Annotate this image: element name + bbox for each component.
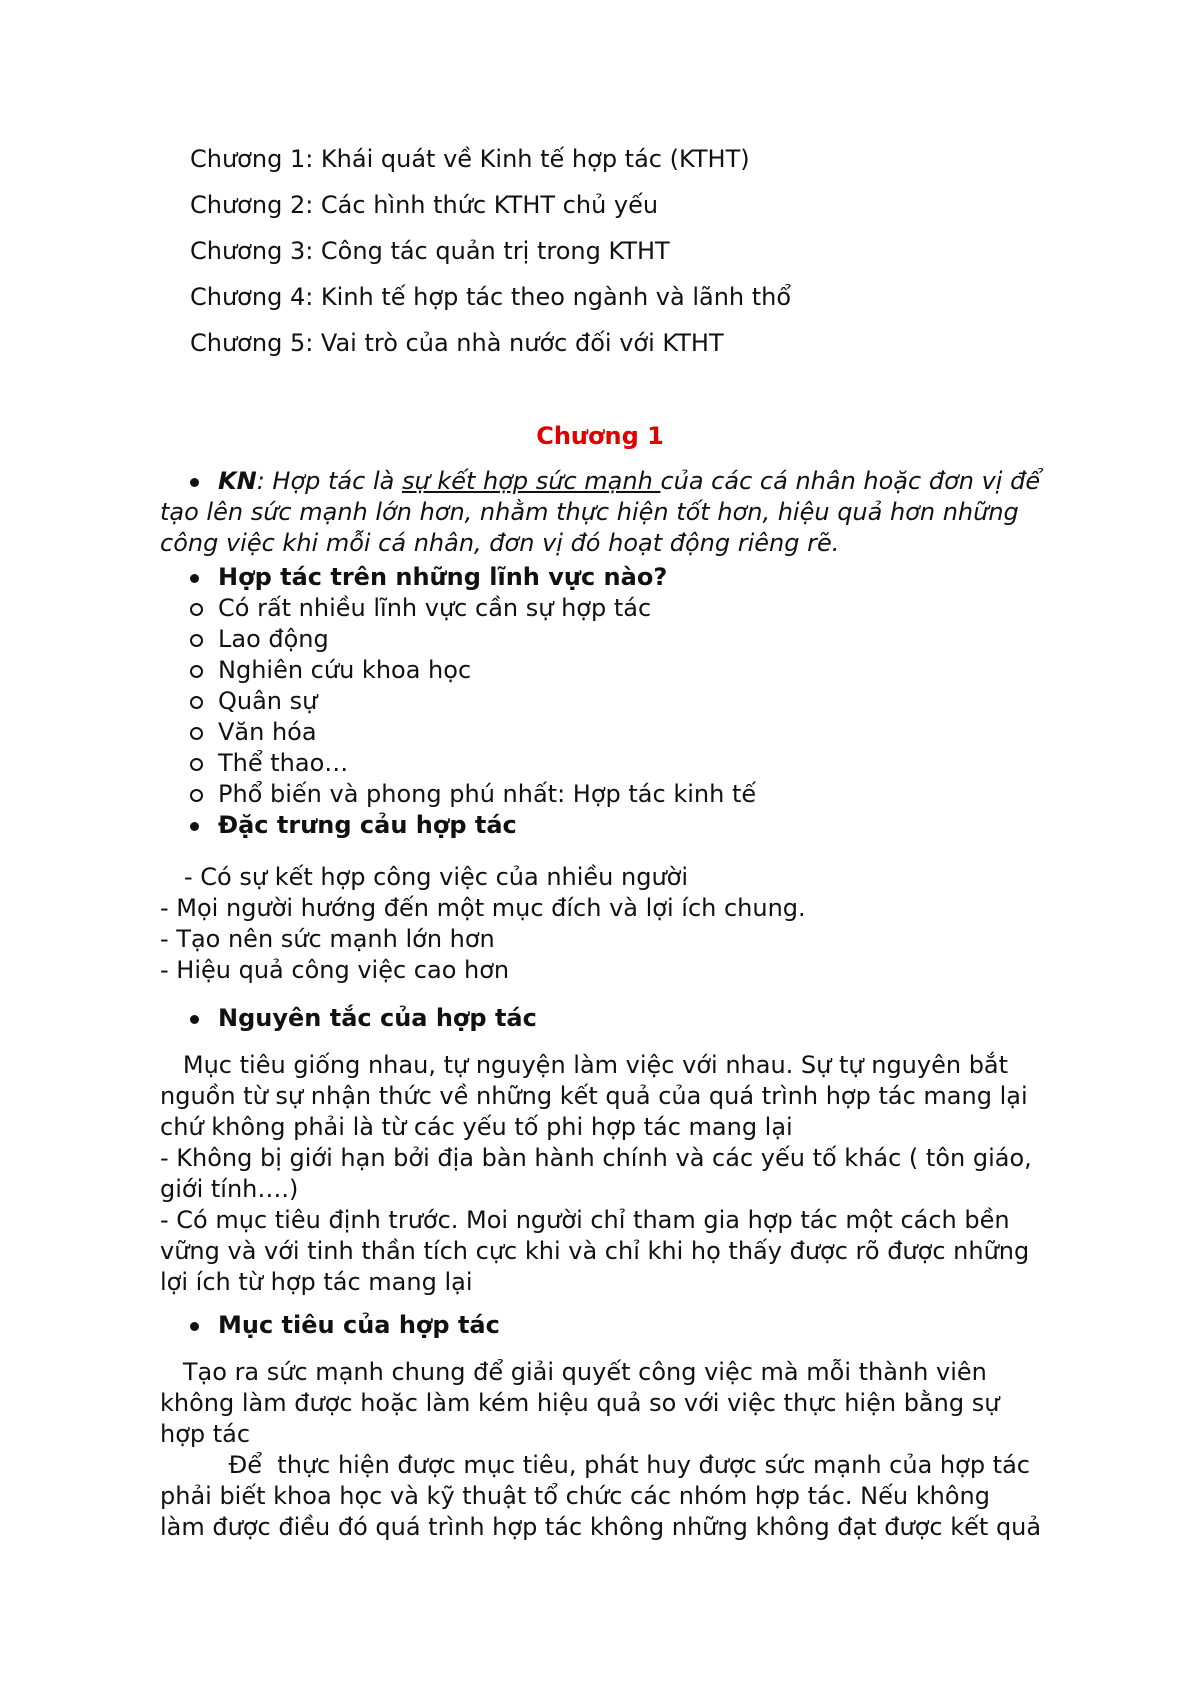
paragraph-line: nguồn từ sự nhận thức về những kết quả của quá trình hợp tác mang lại — [160, 1082, 1028, 1110]
paragraph-line: Tạo ra sức mạnh chung để giải quyết công việc mà mỗi thành viên — [160, 1358, 987, 1386]
definition-line — [160, 466, 1060, 497]
goals-section — [160, 1310, 1060, 1341]
table-of-contents — [190, 142, 791, 372]
chapter-heading: Chương 1 — [536, 422, 664, 450]
definition-text: : Hợp tác là — [256, 467, 402, 495]
list-item: Thể thao… — [160, 748, 1060, 779]
definition-line: tạo lên sức mạnh lớn hơn, nhằm thực hiện tốt hơn, hiệu quả hơn những — [160, 498, 1019, 526]
section-heading: Mục tiêu của hợp tác — [160, 1310, 1060, 1341]
goals-body — [160, 1357, 1060, 1543]
toc-item: Chương 2: Các hình thức KTHT chủ yếu — [190, 191, 659, 219]
paragraph-line: Để thực hiện được mục tiêu, phát huy được sức mạnh của hợp tác — [160, 1451, 1030, 1479]
list-item: Nghiên cứu khoa học — [160, 655, 1060, 686]
paragraph-line: - Hiệu quả công việc cao hơn — [160, 956, 510, 984]
section-heading: Hợp tác trên những lĩnh vực nào? — [160, 562, 1060, 593]
paragraph-line: giới tính….) — [160, 1175, 299, 1203]
paragraph-line: Mục tiêu giống nhau, tự nguyện làm việc với nhau. Sự tự nguyên bắt — [160, 1051, 1009, 1079]
paragraph-line: chứ không phải là từ các yếu tố phi hợp tác mang lại — [160, 1113, 793, 1141]
definition-underlined: sự kết hợp sức mạnh — [401, 467, 661, 495]
paragraph-line: lợi ích từ hợp tác mang lại — [160, 1268, 473, 1296]
principles-body — [160, 1050, 1060, 1298]
paragraph-line: - Có mục tiêu định trước. Moi người chỉ tham gia hợp tác một cách bền — [160, 1206, 1010, 1234]
paragraph-line: - Không bị giới hạn bởi địa bàn hành chính và các yếu tố khác ( tôn giáo, — [160, 1144, 1032, 1172]
list-item: Quân sự — [160, 686, 1060, 717]
list-item: Lao động — [160, 624, 1060, 655]
paragraph-line: - Mọi người hướng đến một mục đích và lợi ích chung. — [160, 894, 806, 922]
paragraph-line: hợp tác — [160, 1420, 251, 1448]
list-item: Phổ biến và phong phú nhất: Hợp tác kinh tế — [160, 779, 1060, 810]
definition-line: công việc khi mỗi cá nhân, đơn vị đó hoạt động riêng rẽ. — [160, 529, 840, 557]
definition-label: KN — [218, 467, 257, 495]
toc-item: Chương 4: Kinh tế hợp tác theo ngành và lãnh thổ — [190, 283, 792, 311]
paragraph-line: - Có sự kết hợp công việc của nhiều người — [184, 863, 689, 891]
fields-section — [160, 562, 1060, 841]
list-item: Văn hóa — [160, 717, 1060, 748]
section-heading: Nguyên tắc của hợp tác — [160, 1003, 1060, 1034]
paragraph-line: - Tạo nên sức mạnh lớn hơn — [160, 925, 495, 953]
definition-block — [160, 466, 1060, 559]
paragraph-line: phải biết khoa học và kỹ thuật tổ chức các nhóm hợp tác. Nếu không — [160, 1482, 990, 1510]
paragraph-line: không làm được hoặc làm kém hiệu quả so với việc thực hiện bằng sự — [160, 1389, 1000, 1417]
toc-item: Chương 5: Vai trò của nhà nước đối với KTHT — [190, 329, 724, 357]
principles-section — [160, 1003, 1060, 1034]
paragraph-line: vững và với tinh thần tích cực khi và chỉ khi họ thấy được rõ được những — [160, 1237, 1030, 1265]
definition-text: của các cá nhân hoặc đơn vị để — [660, 467, 1041, 495]
section-heading: Đặc trưng cảu hợp tác — [160, 810, 1060, 841]
paragraph-line: làm được điều đó quá trình hợp tác không những không đạt được kết quả — [160, 1513, 1042, 1541]
toc-item: Chương 3: Công tác quản trị trong KTHT — [190, 237, 670, 265]
features-section — [160, 862, 1060, 986]
list-item: Có rất nhiều lĩnh vực cần sự hợp tác — [160, 593, 1060, 624]
toc-item: Chương 1: Khái quát về Kinh tế hợp tác (KTHT) — [190, 145, 750, 173]
